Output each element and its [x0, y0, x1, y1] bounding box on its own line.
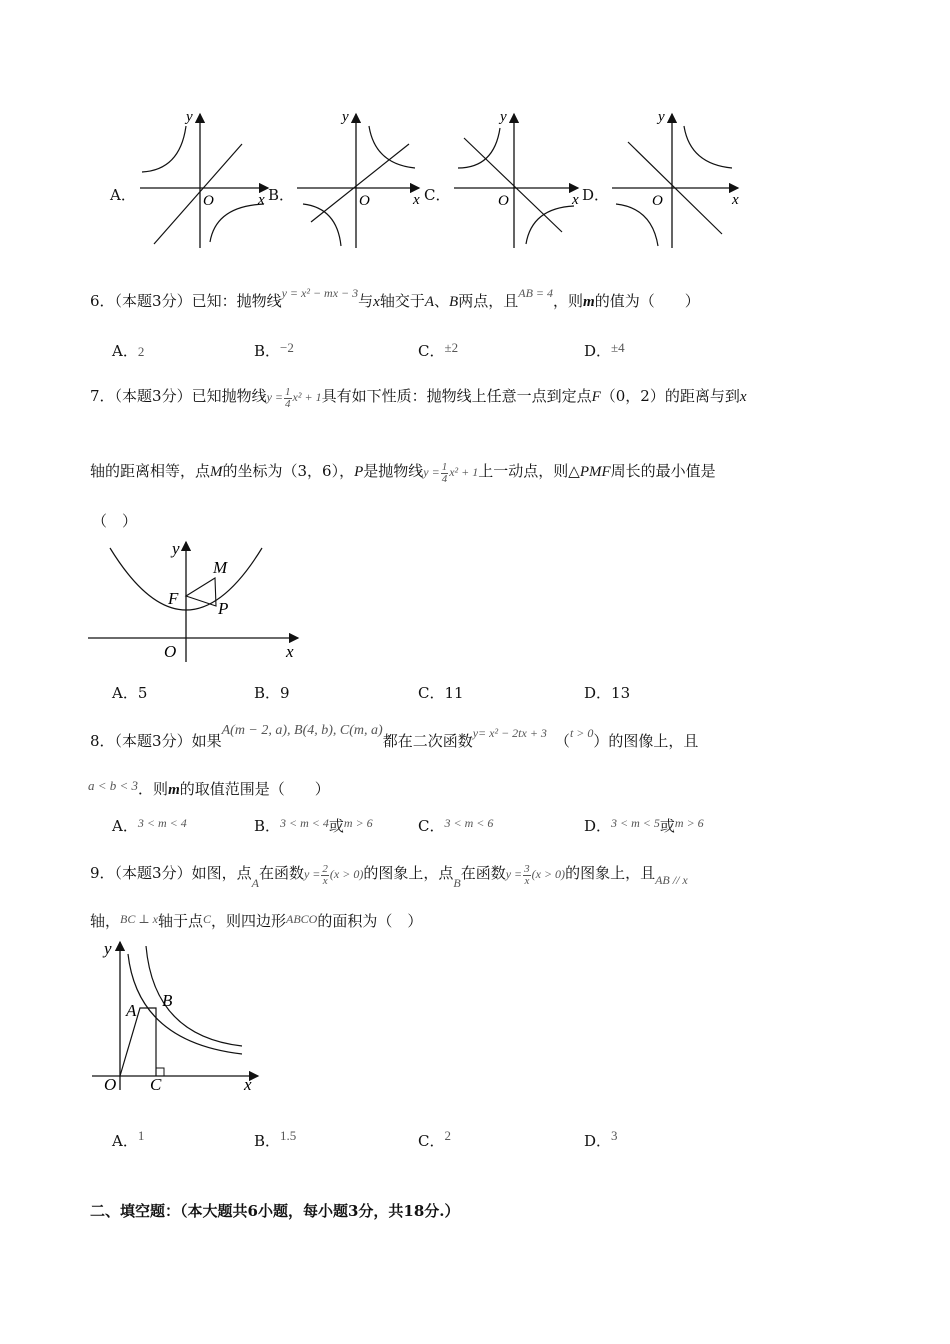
hyperbola-branch-right — [684, 126, 732, 168]
q7-text: 具有如下性质：抛物线上任意一点到定点 — [321, 387, 592, 405]
q8-text: 都在二次函数 — [382, 732, 473, 750]
option-label: B． — [254, 1132, 281, 1150]
q6-text: 的值为（ ） — [594, 292, 700, 310]
curve-y-2-over-x — [128, 954, 242, 1054]
option-value: 3 < m < 5 — [611, 816, 660, 830]
option-label: A． — [112, 817, 138, 835]
q9-option-a[interactable] — [112, 1130, 144, 1153]
origin-label: O — [203, 193, 214, 209]
line-graph — [311, 144, 409, 222]
q7-text: 的坐标为（3，6）， — [222, 462, 355, 480]
q7-formula-2 — [423, 460, 479, 485]
origin-label: O — [359, 193, 370, 209]
q6-stem — [90, 286, 700, 313]
y-label: y — [172, 539, 180, 558]
formula-part: y = — [423, 465, 440, 479]
q7-text: 轴的距离相等，点 — [90, 462, 211, 480]
option-label: C． — [418, 817, 445, 835]
q9-text: 如图，点 — [191, 864, 252, 882]
q8-text: 的取值范围是（ ） — [179, 780, 330, 798]
q7-option-a[interactable] — [112, 682, 147, 704]
q9-var-c: C — [202, 912, 211, 926]
q8-stem-line2 — [88, 778, 330, 801]
q8-option-a[interactable] — [112, 815, 187, 838]
q5-option-b-label[interactable]: B． — [268, 186, 295, 204]
q7-stem-line2 — [90, 460, 716, 485]
hyperbola-branch-left — [142, 126, 186, 172]
q9-option-b[interactable] — [254, 1130, 296, 1153]
q9-text: 的面积为（ ） — [317, 912, 423, 930]
q9-text: ，则四边形 — [211, 912, 287, 930]
q6-option-a[interactable] — [112, 340, 144, 363]
q7-answer-bracket: （ ） — [92, 512, 138, 530]
q8-score: （本题3分） — [114, 732, 192, 750]
option-extra: m > 6 — [674, 816, 704, 830]
hyperbola-branch-right — [526, 206, 574, 244]
y-label: y — [104, 939, 112, 958]
q9-var-b: B — [453, 876, 461, 890]
q8-text: ）的图像上，且 — [593, 732, 699, 750]
f-label: F — [168, 589, 179, 608]
hyperbola-branch-left — [616, 204, 658, 246]
q7-figure[interactable] — [88, 540, 303, 665]
q9-text: 的图象上，点 — [363, 864, 454, 882]
option-label: B． — [254, 342, 281, 360]
q9-option-d[interactable] — [584, 1130, 618, 1153]
q9-score: （本题3分） — [114, 864, 192, 882]
option-label: B． — [254, 684, 281, 702]
option-value: 1 — [137, 1128, 145, 1143]
line-graph — [154, 144, 242, 244]
q6-text: 两点，且 — [458, 292, 519, 310]
formula-part: x² + 1 — [449, 465, 479, 479]
q5-option-d-label[interactable]: D． — [582, 186, 610, 204]
option-value: 3 < m < 4 — [280, 816, 329, 830]
q6-text: 、 — [434, 292, 450, 310]
formula-part: y = — [303, 867, 321, 881]
formula-part: y = — [266, 390, 284, 404]
origin-label: O — [104, 1075, 117, 1094]
q6-score: （本题3分） — [114, 292, 192, 310]
denominator: x — [524, 874, 530, 887]
q5-option-a-label[interactable]: A． — [110, 186, 136, 204]
y-label: y — [500, 109, 507, 125]
option-value: ±2 — [444, 340, 459, 355]
option-label: A． — [112, 684, 138, 702]
q8-text: （ — [554, 732, 570, 750]
q6-text: 已知：抛物线 — [191, 292, 282, 310]
x-label: x — [572, 192, 579, 208]
option-value: 2 — [444, 1128, 451, 1143]
q8-formula: y= x² − 2tx + 3 — [472, 726, 547, 740]
q6-text: 与 — [358, 292, 374, 310]
hyperbola-branch-left — [458, 128, 500, 168]
option-label: D． — [584, 684, 612, 702]
x-label: x — [244, 1075, 252, 1094]
fraction — [321, 864, 329, 887]
q6-condition: AB = 4 — [518, 286, 553, 300]
option-value: −2 — [280, 340, 294, 355]
q9-text: 在函数 — [460, 864, 506, 882]
q9-text: 轴， — [90, 912, 121, 930]
q9-stem-line2 — [90, 910, 422, 933]
q7-formula — [266, 385, 322, 410]
option-label: B． — [254, 817, 281, 835]
fraction — [523, 864, 531, 887]
c-label: C — [150, 1075, 162, 1094]
q6-formula: y = x² − mx − 3 — [281, 286, 359, 300]
option-value: 11 — [444, 684, 464, 702]
option-value: 2 — [137, 344, 145, 359]
q5-graph-d[interactable] — [612, 109, 742, 252]
origin-label: O — [498, 193, 509, 209]
numerator: 1 — [285, 385, 291, 398]
y-label: y — [186, 109, 193, 125]
q6-text: ，则 — [553, 292, 584, 310]
q6-number: 6． — [90, 292, 115, 310]
q8-condition: t > 0 — [569, 726, 594, 740]
hyperbola-branch-left — [303, 204, 341, 246]
formula-part: y = — [505, 867, 523, 881]
q7-number: 7． — [90, 387, 115, 405]
q9-text: 的图象上，且 — [565, 864, 656, 882]
denominator: 4 — [441, 472, 448, 485]
x-label: x — [732, 192, 739, 208]
x-label: x — [286, 642, 294, 661]
option-value: 3 < m < 4 — [137, 816, 187, 830]
q7-var-x: x — [739, 389, 747, 405]
q7-stem-line1 — [90, 385, 747, 410]
q6-option-c[interactable] — [418, 340, 458, 363]
option-value: ±4 — [611, 340, 625, 355]
option-value: 9 — [280, 684, 290, 702]
curve-y-3-over-x — [146, 946, 242, 1046]
b-label: B — [162, 991, 173, 1010]
q6-text: 轴交于 — [379, 292, 425, 310]
q7-score: （本题3分） — [114, 387, 192, 405]
q8-points: A(m − 2, a), B(4, b), C(m, a) — [221, 723, 383, 738]
q7-text: 是抛物线 — [363, 462, 424, 480]
x-label: x — [258, 192, 265, 208]
q5-graph-c[interactable] — [454, 109, 584, 252]
option-value: 13 — [611, 684, 631, 702]
q9-text: 轴于点 — [157, 912, 203, 930]
origin-label: O — [164, 642, 177, 661]
q5-graph-b[interactable] — [297, 109, 427, 252]
option-extra: m > 6 — [343, 816, 373, 830]
q5-option-c-label[interactable]: C． — [424, 186, 451, 204]
q6-var-m: m — [583, 294, 595, 310]
option-label: C． — [418, 1132, 445, 1150]
q8-condition-abc: a < b < 3 — [88, 778, 139, 793]
option-label: A． — [112, 1132, 138, 1150]
q7-var-pmf: PMF — [579, 464, 611, 480]
q9-quad: ABCO — [286, 912, 318, 926]
option-or: 或 — [659, 817, 675, 835]
origin-label: O — [652, 193, 663, 209]
q8-text: ．则 — [138, 780, 169, 798]
denominator: x — [322, 874, 328, 887]
q5-graph-a[interactable] — [140, 109, 270, 252]
q7-var-m: M — [210, 464, 223, 480]
denominator: 4 — [285, 397, 291, 410]
option-label: C． — [418, 684, 445, 702]
q9-figure[interactable] — [92, 940, 272, 1092]
option-label: D． — [584, 342, 612, 360]
q9-var-a: A — [251, 876, 259, 890]
formula-part: x² + 1 — [292, 390, 322, 404]
q7-option-b[interactable] — [254, 682, 290, 704]
q8-stem-line1 — [90, 723, 699, 754]
q6-var-b: B — [449, 294, 459, 310]
q8-text: 如果 — [191, 732, 222, 750]
numerator: 2 — [322, 862, 328, 875]
q7-text: 上一动点，则△ — [478, 462, 580, 480]
q7-text: （0，2）的距离与到 — [600, 387, 740, 405]
q7-text: 周长的最小值是 — [610, 462, 716, 480]
p-label: P — [218, 599, 229, 618]
fraction — [284, 387, 292, 410]
q8-option-c[interactable] — [418, 815, 493, 838]
formula-part: (x > 0) — [531, 867, 566, 881]
q6-var-a: A — [424, 294, 435, 310]
q9-text: 在函数 — [258, 864, 304, 882]
q7-option-d[interactable] — [584, 682, 630, 704]
q9-formula-2 — [505, 862, 566, 887]
q7-var-f: F — [591, 389, 601, 405]
option-value: 5 — [137, 684, 148, 702]
q8-number: 8． — [90, 732, 115, 750]
formula-part: (x > 0) — [329, 867, 364, 881]
q9-number: 9． — [90, 864, 115, 882]
option-value: 3 < m < 6 — [444, 816, 494, 830]
option-label: D． — [584, 817, 612, 835]
q7-option-c[interactable] — [418, 682, 464, 704]
y-label: y — [658, 109, 665, 125]
option-label: D． — [584, 1132, 612, 1150]
q9-parallel: AB // x — [655, 873, 688, 887]
q6-var-x: x — [373, 294, 380, 310]
x-label: x — [413, 192, 420, 208]
numerator: 3 — [524, 862, 530, 875]
option-value: 3 — [611, 1128, 618, 1143]
q9-formula-1 — [303, 862, 364, 887]
option-value: 1.5 — [280, 1128, 297, 1143]
m-label: M — [213, 558, 228, 577]
q7-var-p: P — [354, 464, 364, 480]
q6-option-d[interactable] — [584, 340, 625, 363]
fraction — [441, 462, 449, 485]
option-label: C． — [418, 342, 445, 360]
hyperbola-branch-right — [210, 204, 264, 242]
q7-text: 已知抛物线 — [191, 387, 267, 405]
numerator: 1 — [441, 460, 448, 473]
a-label: A — [126, 1001, 137, 1020]
hyperbola-branch-right — [369, 126, 415, 168]
triangle-pmf — [186, 578, 216, 606]
q9-option-c[interactable] — [418, 1130, 451, 1153]
line-graph — [464, 138, 562, 232]
q8-var-m: m — [168, 782, 180, 798]
option-or: 或 — [328, 817, 344, 835]
y-label: y — [342, 109, 349, 125]
section-2-title: 二、填空题：（本大题共6小题，每小题3分，共18分.） — [90, 1202, 460, 1220]
q9-stem-line1 — [90, 862, 688, 890]
q6-option-b[interactable] — [254, 340, 294, 363]
q8-option-d[interactable] — [584, 815, 704, 838]
option-label: A． — [112, 342, 138, 360]
q9-perp: BC ⊥ x — [120, 912, 158, 926]
q8-option-b[interactable] — [254, 815, 373, 838]
